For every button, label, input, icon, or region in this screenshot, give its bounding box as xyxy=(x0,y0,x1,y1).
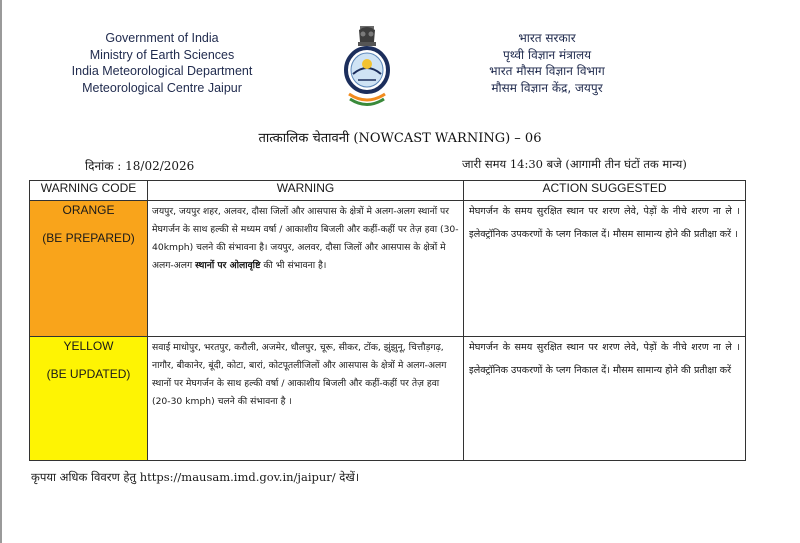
header-line: Government of India xyxy=(105,31,219,45)
warning-tail: की भी संभावना है। xyxy=(260,260,327,271)
column-header: WARNING xyxy=(148,181,464,201)
warning-code-subtitle: (BE UPDATED) xyxy=(46,367,131,381)
page-title: तात्कालिक चेतावनी (NOWCAST WARNING) – 06 xyxy=(258,131,542,146)
header-line: Ministry of Earth Sciences xyxy=(89,47,235,62)
header-hindi xyxy=(462,30,632,96)
header-line: भारत मौसम विज्ञान विभाग xyxy=(489,64,605,78)
warning-table xyxy=(29,180,746,461)
header-english xyxy=(62,30,262,96)
imd-emblem-icon xyxy=(338,24,396,112)
action-suggested: मेघगर्जन के समय सुरक्षित स्थान पर शरण लेवे, पेड़ों के नीचे शरण ना ले । इलेक्ट्रॉनिक उपकरणों के प्लग निकाल दें। मौसम सामान्य होने की प्रतीक्षा करें । xyxy=(464,201,746,337)
warning-code-label: ORANGE xyxy=(62,203,115,217)
header-line: पृथ्वी विज्ञान मंत्रालय xyxy=(502,47,592,62)
warning-code-orange xyxy=(30,201,148,337)
page-left-border xyxy=(0,0,2,543)
issue-time: जारी समय 14:30 बजे (आगामी तीन घंटों तक मान्य) xyxy=(462,157,687,171)
warning-body: जयपुर, जयपुर शहर, अलवर, दौसा जिलों और आसपास के क्षेत्रों मे अलग-अलग स्थानों पर मेघगर्जन के साथ हल्की से मध्यम वर्षा / आकाशीय बिजली और कहीं-कहीं पर तेज़ हवा (30-40kmph) चलने की संभावना है। जयपुर, अलवर, दौसा जिलों और आसपास के क्षेत्रों मे अलग-अलग xyxy=(152,206,459,271)
header-line: मौसम विज्ञान केंद्र, जयपुर xyxy=(491,80,603,95)
warning-text: सवाई माधोपुर, भरतपुर, करौली, अजमेर, धौलपुर, चूरू, सीकर, टोंक, झुंझुनू, चित्तौड़गढ़, नागौर, बीकानेर, बूंदी, कोटा, बारां, कोटपूतलीजिलों और आसपास के क्षेत्रों मे अलग-अलग स्थानों पर मेघगर्जन के साथ हल्की वर्षा / आकाशीय बिजली और कहीं-कहीं पर तेज़ हवा (20-30 kmph) चलने की संभावना है । xyxy=(148,337,464,461)
warning-code-yellow xyxy=(30,337,148,461)
table-row xyxy=(30,201,746,337)
header-line: Meteorological Centre Jaipur xyxy=(82,80,242,95)
table-header-row xyxy=(30,181,746,201)
warning-code-label: YELLOW xyxy=(63,339,114,353)
warning-code-subtitle: (BE PREPARED) xyxy=(42,231,135,245)
header-line: India Meteorological Department xyxy=(71,64,253,78)
column-header: ACTION SUGGESTED xyxy=(464,181,746,201)
issue-date: दिनांक : 18/02/2026 xyxy=(85,159,195,173)
footer-note: कृपया अधिक विवरण हेतु https://mausam.imd.gov.in/jaipur/ देखें। xyxy=(31,470,360,484)
header-line: भारत सरकार xyxy=(518,31,576,45)
warning-text xyxy=(148,201,464,337)
column-header: WARNING CODE xyxy=(30,181,148,201)
warning-emphasis: स्थानों पर ओलावृष्टि xyxy=(195,260,261,271)
action-suggested: मेघगर्जन के समय सुरक्षित स्थान पर शरण लेवे, पेड़ों के नीचे शरण ना ले । इलेक्ट्रॉनिक उपकरणों के प्लग निकाल दें। मौसम सामान्य होने की प्रतीक्षा करें xyxy=(464,337,746,461)
table-row xyxy=(30,337,746,461)
